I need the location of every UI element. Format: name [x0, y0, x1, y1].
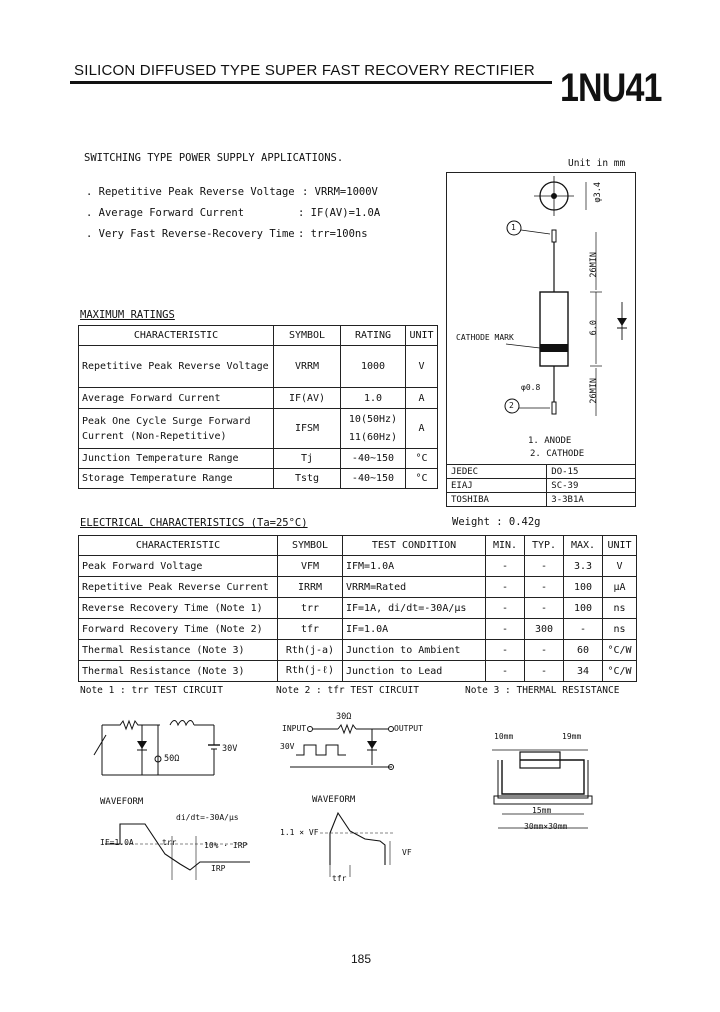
col-header: TEST CONDITION: [343, 536, 486, 556]
cell-condition: IF=1.0A: [343, 619, 486, 640]
circuit1-waveform-label: WAVEFORM: [100, 797, 144, 807]
table-row: [79, 346, 438, 388]
table-row: [79, 469, 438, 489]
cell-unit: μA: [603, 577, 637, 598]
package-drawing: [446, 172, 636, 464]
cell-condition: Junction to Ambient: [343, 640, 486, 661]
cathode-mark-label: CATHODE MARK: [456, 333, 514, 342]
feature-value: : IF(AV)=1.0A: [298, 207, 381, 219]
circuit2-tfr: tfr: [332, 874, 347, 883]
cell-symbol: Rth(j-ℓ): [278, 661, 343, 682]
cell-characteristic: Repetitive Peak Reverse Current: [79, 577, 278, 598]
cell-symbol: trr: [278, 598, 343, 619]
callout-2: 2: [509, 401, 514, 410]
page-number: 185: [351, 952, 372, 966]
col-header: SYMBOL: [274, 326, 341, 346]
circuit1-if: IF=1.0A: [100, 838, 134, 847]
cell-unit: A: [406, 409, 438, 449]
cell-max: 3.3: [564, 556, 603, 577]
table-row: [79, 619, 637, 640]
col-header: CHARACTERISTIC: [79, 536, 278, 556]
dim-26min-top: 26MIN: [589, 252, 599, 278]
table-header-row: [79, 326, 438, 346]
col-header: RATING: [341, 326, 406, 346]
cell-symbol: VRRM: [274, 346, 341, 388]
circuit1-voltage: 30V: [222, 744, 238, 754]
circuit2-resistor: 30Ω: [336, 712, 352, 722]
cell-min: -: [486, 598, 525, 619]
table-row: [79, 409, 438, 449]
feature-label: . Average Forward Current: [86, 207, 245, 219]
col-header: MIN.: [486, 536, 525, 556]
cell-condition: IF=1A, di/dt=-30A/μs: [343, 598, 486, 619]
cell-characteristic: Peak Forward Voltage: [79, 556, 278, 577]
title-rule: [70, 81, 552, 84]
circuit2-voltage: 30V: [280, 742, 295, 751]
cell-unit: A: [406, 388, 438, 409]
col-header: TYP.: [525, 536, 564, 556]
thermal-dim-left: 10mm: [494, 732, 514, 741]
table-row: [447, 479, 636, 493]
thermal-dim-pad: 30mm×30mm: [524, 822, 568, 831]
col-header: SYMBOL: [278, 536, 343, 556]
cell-characteristic: Junction Temperature Range: [79, 449, 274, 469]
circuit2-waveform-label: WAVEFORM: [312, 795, 356, 805]
callout-1: 1: [511, 223, 516, 232]
cell-unit: V: [603, 556, 637, 577]
elec-table: [78, 535, 637, 682]
dim-lead-dia: φ0.8: [521, 383, 541, 392]
cell-characteristic: Thermal Resistance (Note 3): [79, 661, 278, 682]
std-name: EIAJ: [447, 479, 547, 493]
cell-max: 100: [564, 577, 603, 598]
rating-60hz: 11(60Hz): [348, 431, 398, 443]
std-value: 3-3B1A: [547, 493, 636, 507]
cell-symbol: Rth(j-a): [278, 640, 343, 661]
cell-characteristic: Storage Temperature Range: [79, 469, 274, 489]
table-header-row: [79, 536, 637, 556]
dim-diameter: φ3.4: [593, 182, 603, 203]
cell-condition: VRRM=Rated: [343, 577, 486, 598]
cell-max: 60: [564, 640, 603, 661]
std-name: TOSHIBA: [447, 493, 547, 507]
cell-typ: -: [525, 598, 564, 619]
cell-characteristic: Thermal Resistance (Note 3): [79, 640, 278, 661]
cell-min: -: [486, 619, 525, 640]
circuit1-trr: trr: [162, 838, 177, 847]
cell-typ: -: [525, 640, 564, 661]
cell-rating: 1000: [341, 346, 406, 388]
cell-symbol: IF(AV): [274, 388, 341, 409]
cell-unit: °C: [406, 449, 438, 469]
feature-value: : VRRM=1000V: [302, 186, 378, 198]
col-header: MAX.: [564, 536, 603, 556]
cell-symbol: IRRM: [278, 577, 343, 598]
pin-2-label: 2. CATHODE: [530, 449, 585, 459]
circuit2-vf-threshold: 1.1 × VF: [280, 828, 319, 837]
cell-condition: IFM=1.0A: [343, 556, 486, 577]
feature-value: : trr=100ns: [298, 228, 368, 240]
circuit2-output: OUTPUT: [394, 724, 423, 733]
circuit1-10pct: 10% · IRP: [204, 841, 248, 850]
cell-unit: °C/W: [603, 661, 637, 682]
cell-characteristic: Repetitive Peak Reverse Voltage: [79, 346, 274, 388]
thermal-dim-mid: 15mm: [532, 806, 552, 815]
cell-rating: -40~150: [341, 449, 406, 469]
rating-50hz: 10(50Hz): [348, 413, 398, 425]
cell-min: -: [486, 577, 525, 598]
table-row: [79, 388, 438, 409]
application-line: SWITCHING TYPE POWER SUPPLY APPLICATIONS.: [84, 152, 344, 164]
note-3: Note 3 : THERMAL RESISTANCE: [465, 685, 620, 696]
cell-symbol: Tstg: [274, 469, 341, 489]
table-row: [447, 493, 636, 507]
std-name: JEDEC: [447, 465, 547, 479]
note-2: Note 2 : tfr TEST CIRCUIT: [276, 685, 419, 696]
circuit1-didt: di/dt=-30A/μs: [176, 813, 239, 822]
thermal-dim-right: 19mm: [562, 732, 582, 741]
cell-max: 100: [564, 598, 603, 619]
feature-label: . Very Fast Reverse-Recovery Time: [86, 228, 295, 240]
tfr-waveform: [290, 805, 410, 885]
note-1: Note 1 : trr TEST CIRCUIT: [80, 685, 223, 696]
std-value: SC-39: [547, 479, 636, 493]
cell-typ: 300: [525, 619, 564, 640]
col-header: UNIT: [406, 326, 438, 346]
cell-typ: -: [525, 556, 564, 577]
cell-symbol: VFM: [278, 556, 343, 577]
table-row: [447, 465, 636, 479]
col-header: CHARACTERISTIC: [79, 326, 274, 346]
std-value: DO-15: [547, 465, 636, 479]
cell-rating: 1.0: [341, 388, 406, 409]
doc-title: SILICON DIFFUSED TYPE SUPER FAST RECOVERY RECTIFIER: [74, 62, 535, 79]
table-row: [79, 598, 637, 619]
cell-min: -: [486, 640, 525, 661]
cell-symbol: tfr: [278, 619, 343, 640]
cell-rating: [341, 409, 406, 449]
table-row: [79, 577, 637, 598]
cell-symbol: IFSM: [274, 409, 341, 449]
pin-1-label: 1. ANODE: [528, 436, 572, 446]
table-row: [79, 661, 637, 682]
elec-title: ELECTRICAL CHARACTERISTICS (Ta=25°C): [80, 517, 308, 529]
cell-min: -: [486, 556, 525, 577]
trr-waveform: [100, 810, 260, 890]
circuit1-irp: IRP: [211, 864, 226, 873]
cell-characteristic: Average Forward Current: [79, 388, 274, 409]
feature-label: . Repetitive Peak Reverse Voltage: [86, 186, 295, 198]
part-number: 1NU41: [560, 66, 662, 110]
cell-min: -: [486, 661, 525, 682]
cell-rating: -40~150: [341, 469, 406, 489]
package-standards-table: [446, 464, 636, 507]
dim-body-length: 6.0: [589, 320, 599, 336]
cell-characteristic: Reverse Recovery Time (Note 1): [79, 598, 278, 619]
cell-symbol: Tj: [274, 449, 341, 469]
max-ratings-title: MAXIMUM RATINGS: [80, 309, 175, 321]
cell-unit: °C: [406, 469, 438, 489]
circuit2-vf: VF: [402, 848, 412, 857]
cell-unit: ns: [603, 598, 637, 619]
cell-unit: °C/W: [603, 640, 637, 661]
weight-label: Weight : 0.42g: [452, 516, 541, 528]
cell-condition: Junction to Lead: [343, 661, 486, 682]
cell-typ: -: [525, 577, 564, 598]
unit-label: Unit in mm: [568, 158, 626, 169]
cell-characteristic: Forward Recovery Time (Note 2): [79, 619, 278, 640]
cell-typ: -: [525, 661, 564, 682]
cell-max: -: [564, 619, 603, 640]
dim-26min-bottom: 26MIN: [589, 378, 599, 404]
circuit1-resistor: 50Ω: [164, 754, 180, 764]
cell-unit: V: [406, 346, 438, 388]
circuit2-input: INPUT: [282, 724, 307, 733]
max-ratings-table: [78, 325, 438, 489]
table-row: [79, 556, 637, 577]
cell-unit: ns: [603, 619, 637, 640]
cell-characteristic: Peak One Cycle Surge Forward Current (Non-Repetitive): [79, 409, 274, 449]
table-row: [79, 640, 637, 661]
col-header: UNIT: [603, 536, 637, 556]
cell-max: 34: [564, 661, 603, 682]
table-row: [79, 449, 438, 469]
